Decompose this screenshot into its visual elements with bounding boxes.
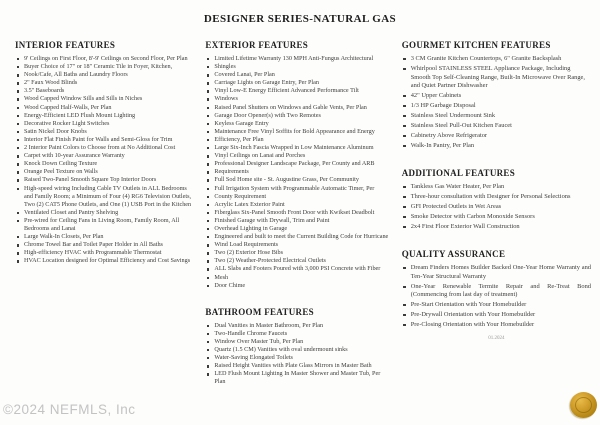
feature-item: Wind Load Requirements xyxy=(205,241,390,249)
feature-item: Tankless Gas Water Heater, Per Plan xyxy=(402,183,591,192)
feature-item: 9' Ceilings on First Floor, 8'-9' Ceilings on Second Floor, Per Plan xyxy=(15,55,194,63)
section-heading: INTERIOR FEATURES xyxy=(15,40,116,50)
feature-item: Full Sod Home site - St. Augustine Grass, Per Community xyxy=(205,176,390,184)
feature-item: LED Flush Mount Lighting In Master Shower and Master Tub, Per Plan xyxy=(205,370,390,386)
section-quality-assurance xyxy=(402,249,591,341)
feature-item: Efficiency, Per Plan xyxy=(205,136,390,144)
feature-item: Full Irrigation System with Programmable Automatic Timer, Per xyxy=(205,185,390,193)
feature-item: Requirements xyxy=(205,168,390,176)
feature-item: Large Walk-In Closets, Per Plan xyxy=(15,233,194,241)
feature-item: One-Year Renewable Termite Repair and Re-Treat Bond (Commencing from last day of treatment) xyxy=(402,283,591,300)
feature-item: Professional Designer Landscape Package, Per County and ARB xyxy=(205,160,390,168)
feature-item: Pre-wired for Ceiling Fans in Living Room, Family Room, All Bedrooms and Lanai xyxy=(15,217,194,233)
feature-item: Mesh xyxy=(205,274,390,282)
feature-item: Decorative Rocker Light Switches xyxy=(15,120,194,128)
feature-item: Door Chime xyxy=(205,282,390,290)
feature-item: Dream Finders Homes Builder Backed One-Year Home Warranty and Ten-Year Structural Warranty xyxy=(402,264,591,281)
feature-item: Nook/Cafe, All Baths and Laundry Floors xyxy=(15,71,194,79)
feature-item: Dual Vanities in Master Bathroom, Per Plan xyxy=(205,322,390,330)
feature-item: Interior Flat Finish Paint for Walls and Semi-Gloss for Trim xyxy=(15,136,194,144)
feature-item: Cabinetry Above Refrigerator xyxy=(402,132,591,141)
feature-item: Orange Peel Texture on Walls xyxy=(15,168,194,176)
bathroom-feature-list xyxy=(205,322,390,387)
feature-item: 3.5" Baseboards xyxy=(15,87,194,95)
revision-code: 01.2024 xyxy=(488,335,505,341)
feature-item: Two (2) Weather-Protected Electrical Outlets xyxy=(205,257,390,265)
feature-item: GFI Protected Outlets in Wet Areas xyxy=(402,203,591,212)
feature-item: Energy-Efficient LED Flush Mount Lighting xyxy=(15,112,194,120)
feature-item: 2" Faux Wood Blinds xyxy=(15,79,194,87)
section-gourmet-kitchen-features xyxy=(402,40,591,152)
gold-seal-icon xyxy=(570,392,597,418)
feature-item: Finished Garage with Drywall, Trim and Paint xyxy=(205,217,390,225)
feature-item: 2x4 First Floor Exterior Wall Construction xyxy=(402,223,591,232)
feature-item: Wood Capped Window Sills and Sills in Niches xyxy=(15,95,194,103)
feature-item: Covered Lanai, Per Plan xyxy=(205,71,390,79)
feature-item: Pre-Closing Orientation with Your Homebuilder xyxy=(402,321,591,330)
feature-item: Wood Capped Half-Walls, Per Plan xyxy=(15,104,194,112)
feature-item: Vinyl Ceilings on Lanai and Porches xyxy=(205,152,390,160)
feature-item: Window Over Master Tub, Per Plan xyxy=(205,338,390,346)
feature-item: Keyless Garage Entry xyxy=(205,120,390,128)
section-bathroom-features xyxy=(205,307,390,387)
section-additional-features xyxy=(402,168,591,233)
feature-item: Overhead Lighting in Garage xyxy=(205,225,390,233)
feature-item: Pre-Drywall Orientation with Your Homebuilder xyxy=(402,311,591,320)
kitchen-feature-list xyxy=(402,55,591,151)
feature-item: Vinyl Low-E Energy Efficient Advanced Performance Tilt xyxy=(205,87,390,95)
feature-item: Large Six-Inch Fascia Wrapped in Low Maintenance Aluminum xyxy=(205,144,390,152)
feature-item: County Requirement xyxy=(205,193,390,201)
feature-item: Ventilated Closet and Pantry Shelving xyxy=(15,209,194,217)
feature-item: Windows xyxy=(205,95,390,103)
feature-item: Engineered and built to meet the Current Building Code for Hurricane xyxy=(205,233,390,241)
section-heading: BATHROOM FEATURES xyxy=(205,306,314,317)
feature-item: Quartz (1.5 CM) Vanities with oval undermount sinks xyxy=(205,346,390,354)
feature-item: Raised Two-Panel Smooth Square Top Interior Doors xyxy=(15,176,194,184)
feature-item: Walk-In Pantry, Per Plan xyxy=(402,142,591,151)
feature-item: Shingles xyxy=(205,63,390,71)
feature-item: Carriage Lights on Garage Entry, Per Plan xyxy=(205,79,390,87)
feature-item: Chrome Towel Bar and Toilet Paper Holder in All Baths xyxy=(15,241,194,249)
feature-item: Three-hour consultation with Designer for Personal Selections xyxy=(402,193,591,202)
feature-item: Maintenance Free Vinyl Soffits for Bold Appearance and Energy xyxy=(205,128,390,136)
feature-item: Knock Down Ceiling Texture xyxy=(15,160,194,168)
feature-item: 2 Interior Paint Colors to Choose from at No Additional Cost xyxy=(15,144,194,152)
feature-item: Water-Saving Elongated Toilets xyxy=(205,354,390,362)
feature-item: 42" Upper Cabinets xyxy=(402,92,591,101)
feature-item: Two (2) Exterior Hose Bibs xyxy=(205,249,390,257)
feature-item: Carpet with 10-year Assurance Warranty xyxy=(15,152,194,160)
mls-copyright-watermark: ©2024 NEFMLS, Inc xyxy=(3,402,136,417)
section-interior-features xyxy=(15,40,194,265)
feature-item: ALL Slabs and Footers Poured with 3,000 PSI Concrete with Fiber xyxy=(205,265,390,273)
feature-item: Garage Door Opener(s) with Two Remotes xyxy=(205,112,390,120)
section-heading: QUALITY ASSURANCE xyxy=(401,249,506,259)
exterior-feature-list xyxy=(205,55,390,290)
section-heading: GOURMET KITCHEN FEATURES xyxy=(401,40,551,50)
feature-item: High-speed wiring Including Cable TV Outlets in ALL Bedrooms and Family Room; a Minimum of Four (4) RG6 Television Outlets, Two (2) CAT5 Phone Outlets, and One (1) USB Port in the Kitchen xyxy=(15,185,194,209)
feature-item: Stainless Steel Pull-Out Kitchen Faucet xyxy=(402,122,591,131)
section-exterior-features xyxy=(205,40,390,290)
additional-feature-list xyxy=(402,183,591,232)
feature-item: Raised Panel Shutters on Windows and Gable Vents, Per Plan xyxy=(205,104,390,112)
feature-columns xyxy=(15,40,591,399)
feature-item: Pre-Start Orientation with Your Homebuilder xyxy=(402,301,591,310)
column-interior xyxy=(15,40,194,399)
feature-item: Raised Height Vanities with Plate Glass Mirrors in Master Bath xyxy=(205,362,390,370)
feature-item: Limited Lifetime Warranty 130 MPH Anti-Fungus Architectural xyxy=(205,55,390,63)
feature-item: Buyer Choice of 17" or 18" Ceramic Tile in Foyer, Kitchen, xyxy=(15,63,194,71)
feature-item: 3 CM Granite Kitchen Countertops, 6" Granite Backsplash xyxy=(402,55,591,64)
feature-item: Whirlpool STAINLESS STEEL Appliance Package, Including Smooth Top Self-Cleaning Range, Built-In Microwave Over Range, and Quiet Partner Dishwasher xyxy=(402,65,591,91)
interior-feature-list xyxy=(15,55,194,265)
feature-item: Fiberglass Six-Panel Smooth Front Door with Kwikset Deadbolt xyxy=(205,209,390,217)
column-exterior-bathroom xyxy=(205,40,390,399)
feature-item: Two-Handle Chrome Faucets xyxy=(205,330,390,338)
page-title: DESIGNER SERIES-NATURAL GAS xyxy=(203,13,397,25)
quality-feature-list xyxy=(402,264,591,330)
feature-item: Satin Nickel Door Knobs xyxy=(15,128,194,136)
feature-item: HVAC Location designed for Optimal Efficiency and Cost Savings xyxy=(15,257,194,265)
section-heading: ADDITIONAL FEATURES xyxy=(401,168,516,178)
section-heading: EXTERIOR FEATURES xyxy=(205,40,309,50)
feature-item: Smoke Detector with Carbon Monoxide Sensors xyxy=(402,213,591,222)
feature-item: Acrylic Latex Exterior Paint xyxy=(205,201,390,209)
feature-item: High-efficiency HVAC with Programmable Thermostat xyxy=(15,249,194,257)
column-kitchen-additional-quality xyxy=(402,40,591,399)
feature-item: Stainless Steel Undermount Sink xyxy=(402,112,591,121)
feature-item: 1/3 HP Garbage Disposal xyxy=(402,102,591,111)
